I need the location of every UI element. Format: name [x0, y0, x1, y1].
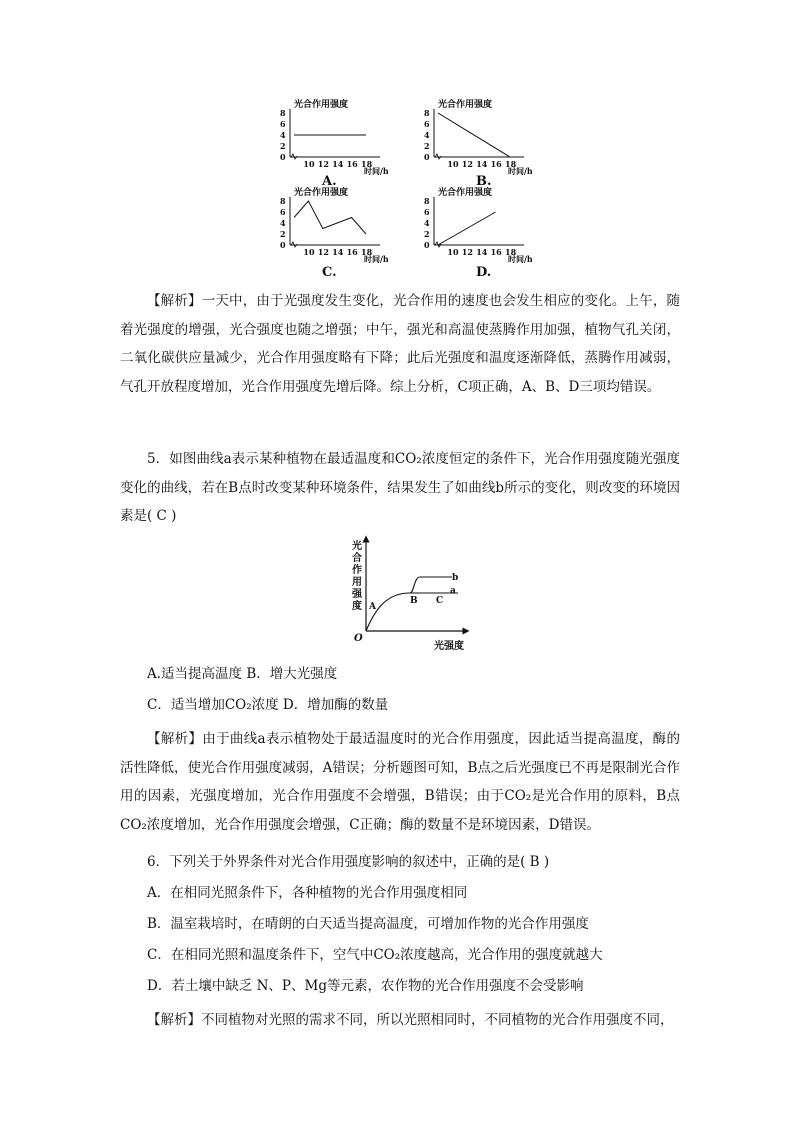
- chart-c-xtick: 16: [346, 247, 358, 257]
- curve-b: [410, 577, 452, 593]
- analysis-5: [120, 725, 680, 839]
- chart-d: [412, 183, 532, 263]
- q5-point-c: C: [436, 596, 444, 606]
- analysis-6-tag: 【解析】: [147, 1012, 201, 1028]
- chart-a-caption: A.: [322, 174, 337, 189]
- chart-a-ytick: 0: [280, 152, 286, 162]
- chart-b-xtick: 14: [476, 159, 488, 169]
- chart-d-xtick: 16: [490, 247, 502, 257]
- chart-c-title: 光合作用强度: [294, 188, 349, 198]
- chart-a-ytick: 2: [280, 141, 286, 151]
- chart-b-ytick: 4: [424, 130, 430, 140]
- chart-b-xtick: 16: [490, 159, 502, 169]
- chart-d-ytick: 4: [424, 218, 430, 228]
- q5-ylabel-char: 度: [352, 601, 362, 612]
- chart-c-ytick: 2: [280, 229, 286, 239]
- chart-d-ytick: 2: [424, 229, 430, 239]
- chart-b: [412, 95, 532, 175]
- q5-figure: [340, 535, 470, 655]
- q5-ylabel-char: 合: [352, 553, 362, 564]
- chart-c-ytick: 8: [280, 196, 286, 206]
- chart-b-xlabel: 时间/h: [508, 166, 532, 175]
- chart-d-series-line: [438, 212, 496, 245]
- chart-d-caption: D.: [476, 265, 492, 280]
- q5-curve-a-label: a: [450, 586, 456, 596]
- q5-curve-b-label: b: [452, 573, 459, 583]
- chart-c-xlabel: 时间/h: [364, 254, 388, 263]
- chart-a-ytick: 4: [280, 130, 286, 140]
- analysis-5-text: 由于曲线a表示植物处于最适温度时的光合作用强度，因此适当提高温度，酶的活性降低，使光合作用强度减弱，A错误；分析题图可知，B点之后光强度已不再是限制光合作用的因素，光强度增加，光合作用强度不会增强，B错误；由于CO₂是光合作用的原料，B点CO₂浓度增加，光合作用强度会增强，C正确；酶的数量不是环境因素，D错误。: [120, 731, 680, 833]
- chart-a-xlabel: 时间/h: [364, 166, 388, 175]
- chart-d-xtick: 18: [505, 247, 517, 257]
- chart-a-ytick: 8: [280, 108, 286, 118]
- chart-b-ytick: 2: [424, 141, 430, 151]
- chart-a-ytick: 6: [280, 119, 286, 129]
- chart-a-svg: [268, 95, 388, 175]
- chart-c-series-line: [294, 201, 366, 234]
- q5-point-a: A: [369, 602, 376, 612]
- chart-b-xtick: 10: [447, 159, 459, 169]
- q5-ylabel-char: 用: [352, 577, 362, 588]
- chart-a-xtick: 14: [332, 159, 344, 169]
- chart-b-ytick: 8: [424, 108, 430, 118]
- chart-b-xtick: 12: [461, 159, 473, 169]
- analysis-6-text: 不同植物对光照的需求不同，所以光照相同时，不同植物的光合作用强度不同，: [201, 1012, 674, 1028]
- chart-c-caption: C.: [322, 265, 337, 280]
- q5-ylabel-char: 强: [352, 589, 362, 600]
- chart-d-xtick: 10: [447, 247, 459, 257]
- q5-figure-svg: [340, 535, 470, 655]
- q5-origin: O: [354, 633, 363, 644]
- analysis-4-text: 一天中，由于光强度发生变化，光合作用的速度也会发生相应的变化。上午，随着光强度的增强，光合强度也随之增强；中午，强光和高温使蒸腾作用加强，植物气孔关闭，二氧化碳供应量减少，光合作用强度略有下降；此后光强度和温度逐渐降低，蒸腾作用减弱，气孔开放程度增加，光合作用强度先增后降。综上分析，C项正确，A、B、D三项均错误。: [120, 293, 681, 395]
- chart-c-xtick: 10: [303, 247, 315, 257]
- analysis-6: [120, 1006, 680, 1035]
- chart-b-xtick: 18: [505, 159, 517, 169]
- q5-stem: 5．如图曲线a表示某种植物在最适温度和CO₂浓度恒定的条件下，光合作用强度随光强度变化的曲线，若在B点时改变某种环境条件，结果发生了如曲线b所示的变化，则改变的环境因素是( C ): [120, 451, 680, 524]
- chart-b-series-line: [438, 113, 510, 157]
- chart-b-ytick: 0: [424, 152, 430, 162]
- chart-a-title: 光合作用强度: [294, 100, 349, 110]
- chart-d-title: 光合作用强度: [438, 188, 493, 198]
- chart-d-ytick: 6: [424, 207, 430, 217]
- chart-a-xtick: 12: [317, 159, 329, 169]
- q5-xlabel: 光强度: [434, 641, 464, 652]
- chart-d-xlabel: 时间/h: [508, 254, 532, 263]
- chart-d-xtick: 12: [461, 247, 473, 257]
- chart-c-ytick: 0: [280, 240, 286, 250]
- chart-a-xtick: 18: [361, 159, 373, 169]
- q6-option-b: B．温室栽培时，在晴朗的白天适当提高温度，可增加作物的光合作用强度: [147, 916, 589, 932]
- chart-d-ytick: 8: [424, 196, 430, 206]
- chart-b-caption: B.: [476, 174, 492, 189]
- chart-c-ytick: 6: [280, 207, 286, 217]
- chart-a-xtick: 10: [303, 159, 315, 169]
- chart-b-title: 光合作用强度: [438, 100, 493, 110]
- q5-point-b: B: [410, 596, 418, 606]
- chart-c-xtick: 12: [317, 247, 329, 257]
- q5-ylabel-char: 光: [352, 541, 362, 552]
- chart-c: [268, 183, 388, 263]
- chart-c-xtick: 14: [332, 247, 344, 257]
- q5-ylabel-char: 作: [352, 565, 362, 576]
- chart-c-ytick: 4: [280, 218, 286, 228]
- q6-option-a: A．在相同光照条件下，各种植物的光合作用强度相同: [147, 885, 468, 901]
- analysis-4: [120, 287, 680, 401]
- q5-options-line2: C．适当增加CO₂浓度 D．增加酶的数量: [147, 697, 389, 713]
- q6-option-c: C．在相同光照和温度条件下，空气中CO₂浓度越高，光合作用的强度就越大: [147, 947, 603, 963]
- chart-b-ytick: 6: [424, 119, 430, 129]
- chart-a: [268, 95, 388, 175]
- analysis-4-tag: 【解析】: [147, 293, 202, 309]
- q5-ylabel: [351, 539, 363, 612]
- q6-stem: 6．下列关于外界条件对光合作用强度影响的叙述中，正确的是( B ): [147, 854, 550, 870]
- chart-a-xtick: 16: [346, 159, 358, 169]
- chart-c-xtick: 18: [361, 247, 373, 257]
- chart-d-ytick: 0: [424, 240, 430, 250]
- chart-d-svg: [412, 183, 532, 263]
- analysis-5-tag: 【解析】: [147, 731, 203, 747]
- chart-d-xtick: 14: [476, 247, 488, 257]
- q5-options-line1: A.适当提高温度 B．增大光强度: [147, 666, 338, 682]
- q6-option-d: D．若土壤中缺乏 N、P、Mg等元素，农作物的光合作用强度不会受影响: [147, 978, 584, 994]
- chart-c-svg: [268, 183, 388, 263]
- chart-b-svg: [412, 95, 532, 175]
